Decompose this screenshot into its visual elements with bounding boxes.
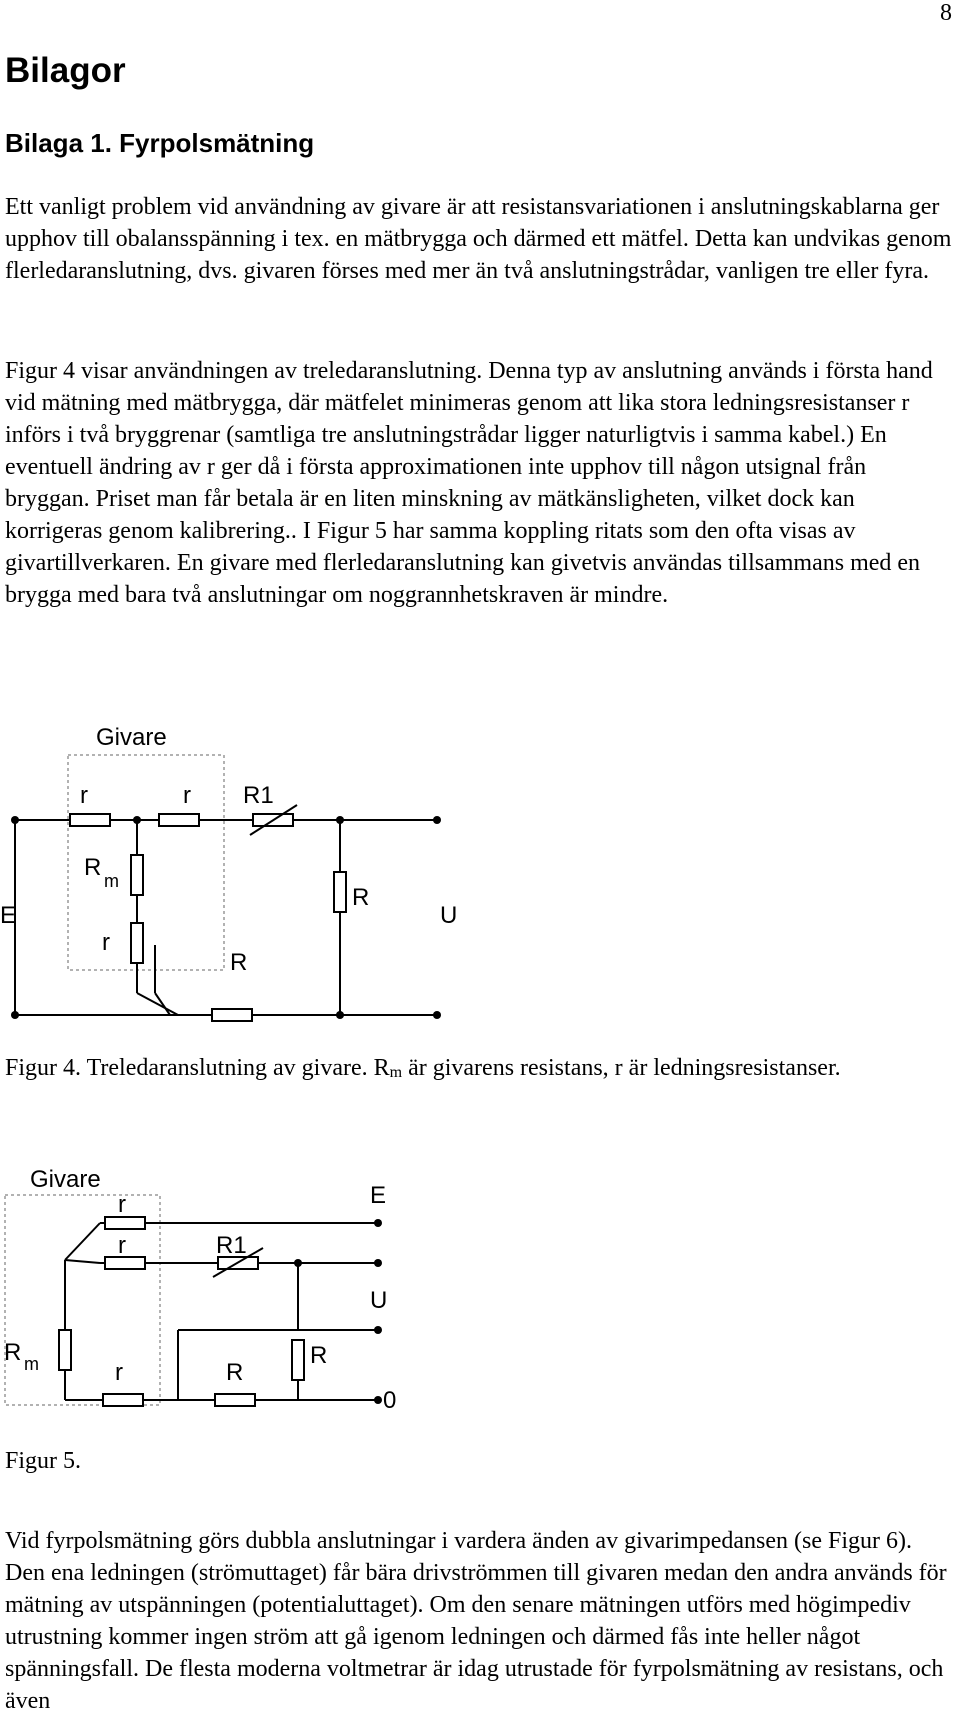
page-number: 8 xyxy=(940,0,952,26)
resistor-r-bottom xyxy=(212,1009,252,1021)
fig4-rm-label: R xyxy=(84,854,102,881)
resistor-r-bridge xyxy=(334,872,346,912)
fig5-resistor-r-4 xyxy=(215,1394,255,1406)
fig5-r-label-2: r xyxy=(118,1232,126,1259)
fig4-r1-label: R1 xyxy=(243,782,274,809)
figure-5-caption: Figur 5. xyxy=(5,1448,82,1474)
fig4-givare-label: Givare xyxy=(96,724,167,751)
fig4-r-label-1: r xyxy=(80,782,88,809)
fig5-e-label: E xyxy=(370,1182,387,1209)
fig5-rm-sub: m xyxy=(24,1354,39,1374)
section-heading: Bilagor xyxy=(5,51,126,90)
fig5-resistor-r-1 xyxy=(105,1217,145,1229)
fig4-r-big-label-2: R xyxy=(230,949,248,976)
appendix-heading: Bilaga 1. Fyrpolsmätning xyxy=(5,128,315,158)
fig4-e-label: E xyxy=(0,902,17,929)
figure-4-caption: Figur 4. Treledaranslutning av givare. $R_m$ är givarens resistans, r är ledningsresistanser. xyxy=(5,1055,841,1081)
fig5-resistor-rm xyxy=(59,1330,71,1370)
fig5-resistor-r-bridge xyxy=(292,1340,304,1380)
fig4-r-label-2: r xyxy=(183,782,191,809)
fig5-u-label: U xyxy=(370,1287,388,1314)
fig5-r1-label: R1 xyxy=(216,1232,247,1259)
fig5-r-label-3: r xyxy=(115,1359,123,1386)
fig4-r-big-label-1: R xyxy=(352,884,370,911)
resistor-r-top-1 xyxy=(70,814,110,826)
figure-5-circuit xyxy=(0,1155,960,1435)
resistor-r-top-2 xyxy=(159,814,199,826)
fig5-r-big-label-1: R xyxy=(226,1359,244,1386)
figure-4-circuit xyxy=(0,715,960,1035)
fig4-u-label: U xyxy=(440,902,458,929)
fig5-givare-label: Givare xyxy=(30,1166,101,1193)
fig4-rm-sub: m xyxy=(104,871,119,891)
fig5-r-label-1: r xyxy=(118,1191,126,1218)
fig5-rm-label: R xyxy=(4,1339,22,1366)
paragraph-intro: Ett vanligt problem vid användning av givare är att resistansvariationen i anslutningskablarna ger upphov till obalansspänning i tex. en mätbrygga och därmed ett mätfel. Detta kan undvikas genom flerledaranslutning, dvs. givaren förses med mer än två anslutningstrådar, vanligen tre eller fyra. xyxy=(5,194,952,284)
paragraph-three-wire: Figur 4 visar användningen av treledaranslutning. Denna typ av anslutning används i första hand vid mätning med mätbrygga, där mätfelet minimeras genom att lika stora ledningsresistanser r införs i två bryggrenar (samtliga tre anslutningstrådar ligger naturligtvis i samma kabel.) En eventuell ändring av r ger då i första approximationen inte upphov till någon utsignal från bryggan. Priset man får betala är en liten minskning av mätkänsligheten, vilket dock kan korrigeras genom kalibrering.. I Figur 5 har samma koppling ritats som den ofta visas av givartillverkaren. En givare med flerledaranslutning kan givetvis användas tillsammans med en brygga med bara två anslutningar om noggrannhetskraven är mindre. xyxy=(5,358,933,608)
resistor-r-vertical xyxy=(131,923,143,963)
resistor-rm xyxy=(131,855,143,895)
fig4-r-label-3: r xyxy=(102,929,110,956)
fig5-zero-label: 0 xyxy=(383,1387,397,1414)
fig5-resistor-r-3 xyxy=(103,1394,143,1406)
fig5-r-big-label-2: R xyxy=(310,1342,328,1369)
paragraph-four-wire: Vid fyrpolsmätning görs dubbla anslutningar i vardera änden av givarimpedansen (se Figur 6). Den ena ledningen (strömuttaget) får bära drivströmmen till givaren medan den andra används för mätning av utspänningen (potentialuttaget). Om den senare mätningen utförs med högimpediv utrustning kommer ingen ström att gå igenom ledningen och därmed fås inte heller något spänningsfall. De flesta moderna voltmetrar är idag utrustade för fyrpolsmätning av resistans, och även xyxy=(5,1528,947,1714)
